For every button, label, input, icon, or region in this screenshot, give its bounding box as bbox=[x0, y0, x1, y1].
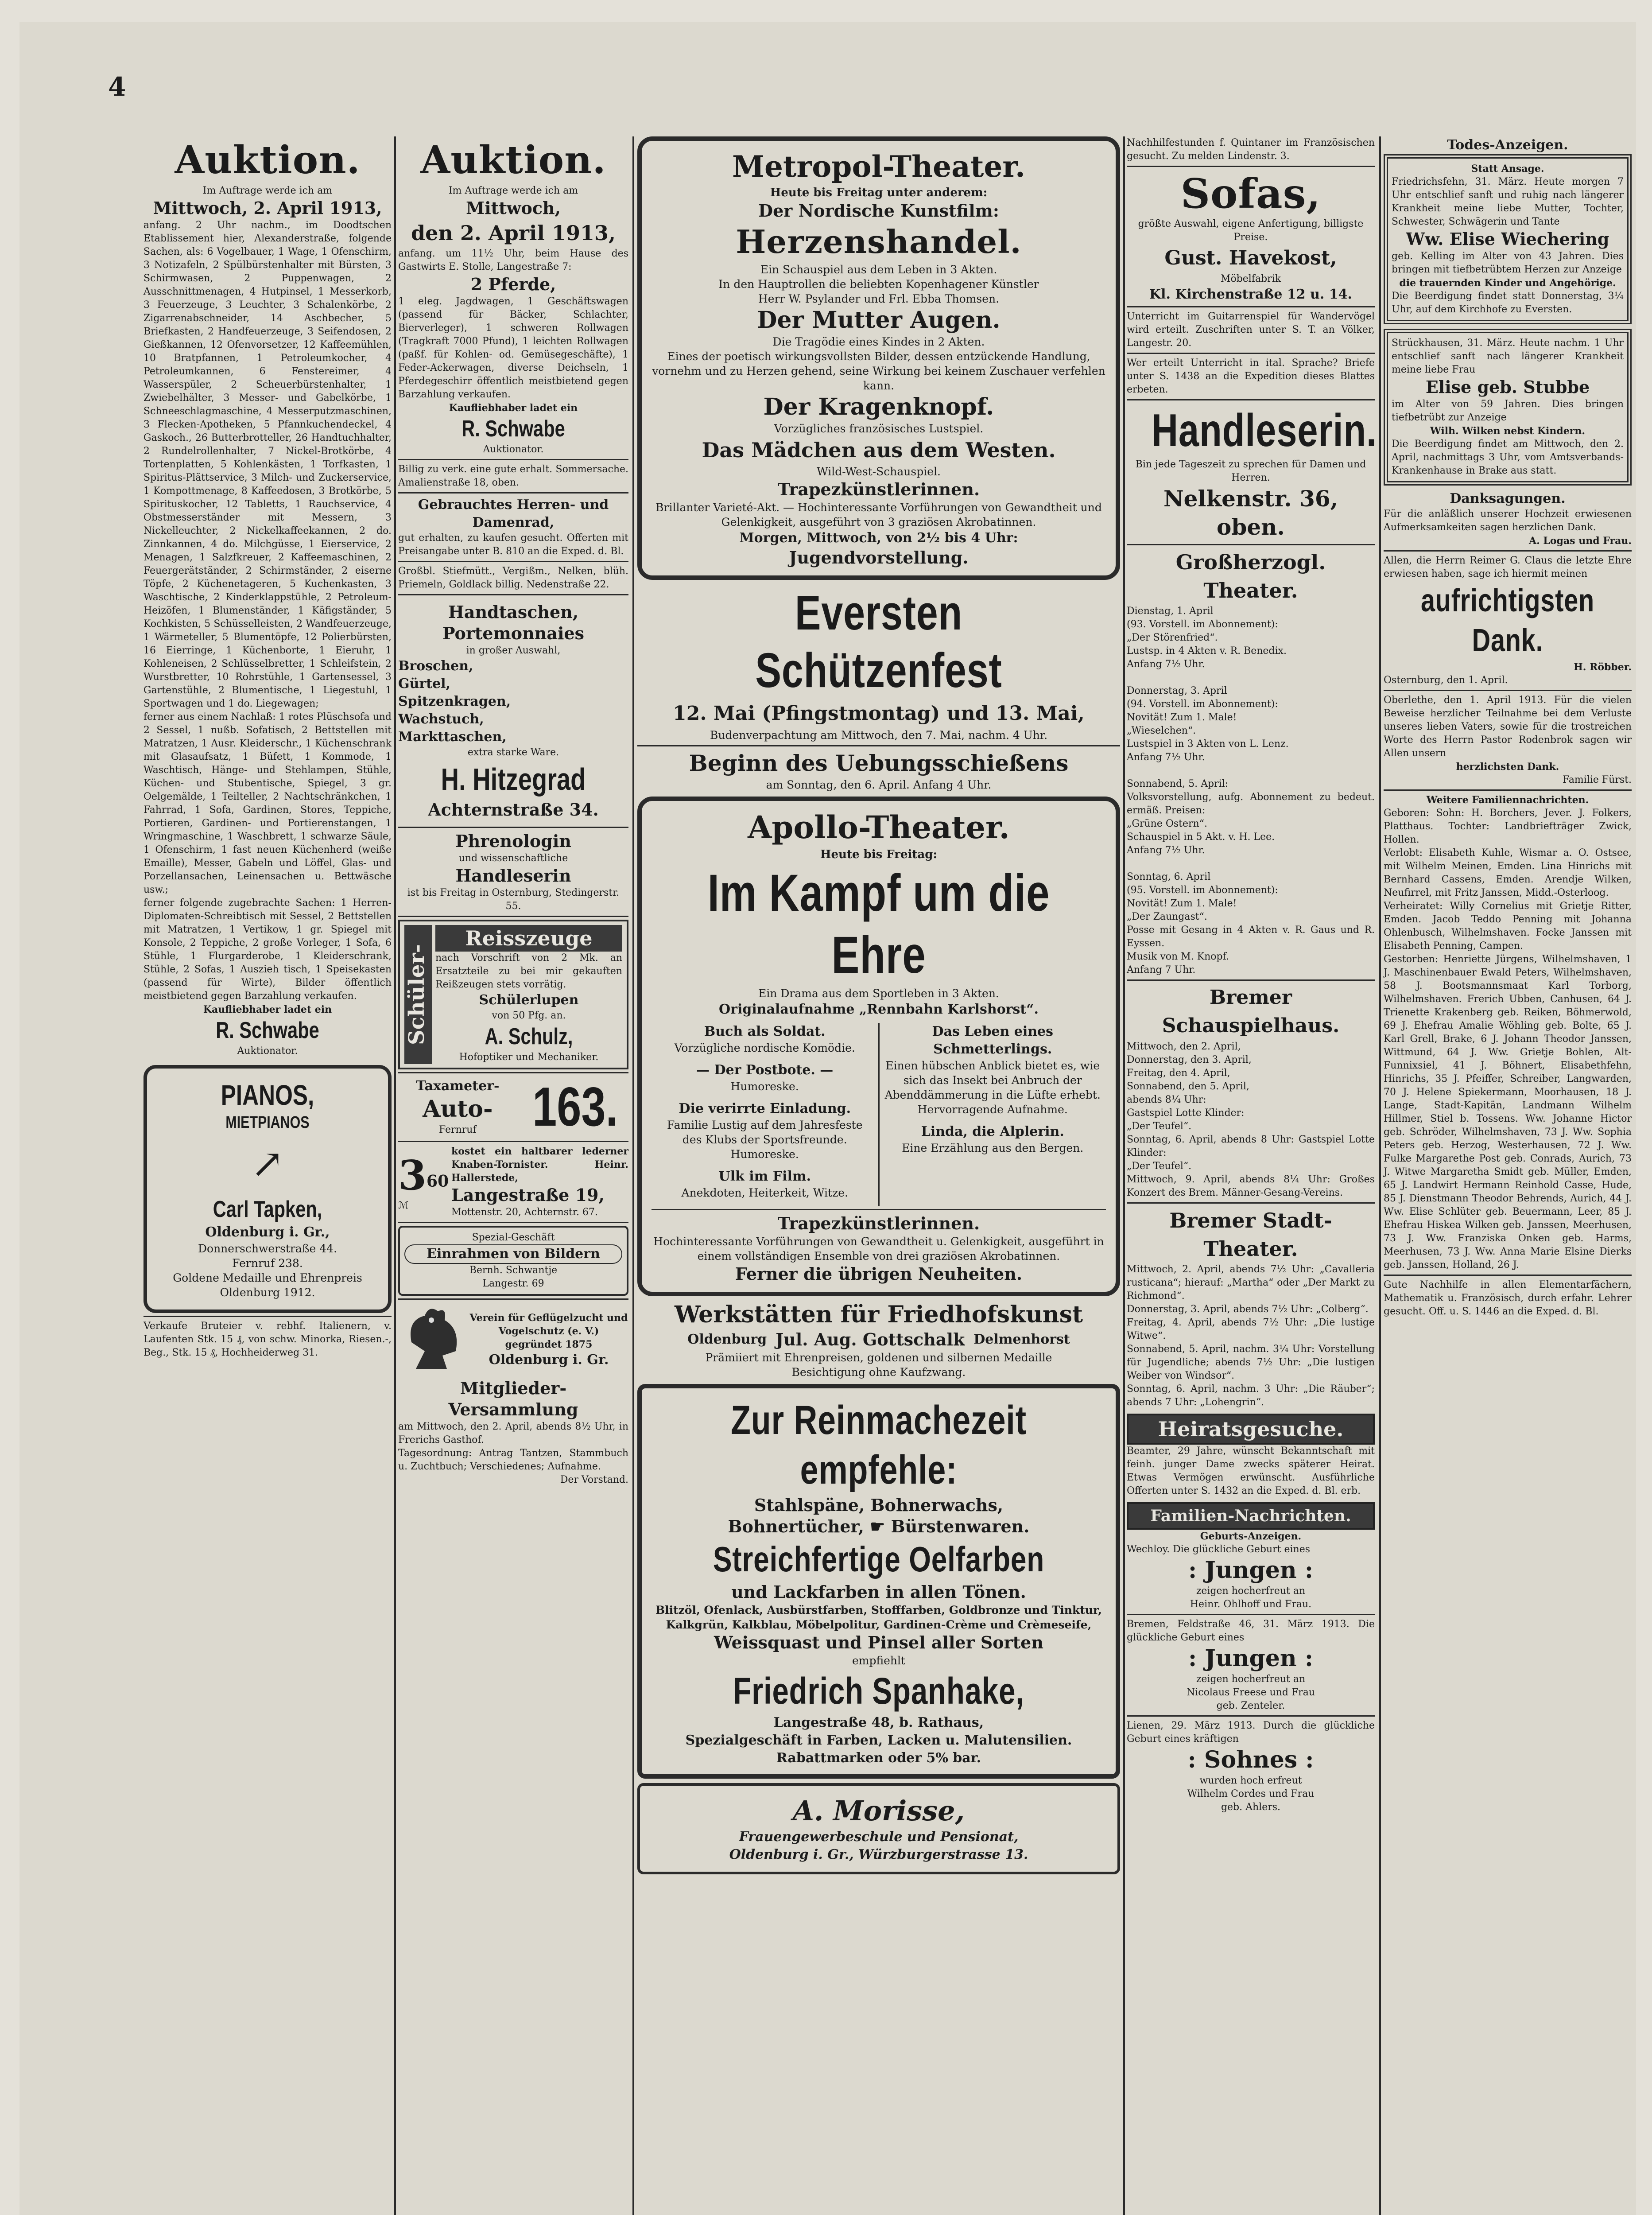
bremen-city-theater-ad bbox=[1127, 1206, 1375, 1409]
workshop-city-2: Delmenhorst bbox=[973, 1332, 1070, 1347]
cleaning-discount: Rabattmarken oder 5% bar. bbox=[776, 1750, 981, 1766]
thanks-body: Für die anläßlich unserer Hochzeit erwiesenen Aufmerksamkeiten sagen herzlichen Dank. bbox=[1384, 509, 1635, 533]
apollo-theater-ad bbox=[637, 797, 1120, 1296]
playhouse-program: Mittwoch, den 2. April, Donnerstag, den 3. April, Freitag, den 4. April, Sonnabend, den 5. April, abends 8¼ Uhr: Gastspiel Lotte Klinder: „Der Teufel“. Sonntag, 6. April, abends 8 Uhr: Gastspiel Lotte Klinder: „Der Teufel“. Mittwoch, 9. April, abends 8¼ Uhr: Großes Konzert des Brem. Männer-Gesang-Vereins. bbox=[1127, 1041, 1375, 1198]
apollo-short-desc: Anekdoten, Heiterkeit, Witze. bbox=[681, 1186, 848, 1199]
thanks-big: aufrichtigsten Dank. bbox=[1420, 583, 1595, 658]
metropol-film-title: Herzenshandel. bbox=[736, 223, 1022, 260]
bicycle-body: gut erhalten, zu kaufen gesucht. Offerten mit Preisangabe unter B. 810 an die Exped. d. Bl. bbox=[398, 532, 632, 557]
birth-notice-sig: wurden hoch erfreut Wilhelm Cordes und Frau geb. Ahlers. bbox=[1187, 1775, 1315, 1813]
birth-notice-big: : Jungen : bbox=[1188, 1557, 1314, 1584]
metropol-film-title: Der Mutter Augen. bbox=[757, 307, 1001, 334]
thanks-body: Oberlethe, den 1. April 1913. Für die vielen Beweise herzlicher Teilnahme bei dem Verluste unseres lieben Vaters, sowie für die trostreichen Worte des Herrn Pastor Rodenbrok sagen wir Allen unsern bbox=[1384, 695, 1635, 759]
death-notice-name: Ww. Elise Wiechering bbox=[1406, 229, 1609, 249]
cleaning-line: Bohnertücher, ☛ Bürstenwaren. bbox=[728, 1516, 1030, 1536]
festival-title: Eversten Schützenfest bbox=[755, 586, 1002, 698]
more-family-news-body: Geboren: Sohn: H. Borchers, Jever. J. Folkers, Platthaus. Tochter: Landbriefträger Zwick, Hollen. Verlobt: Elisabeth Kuhle, Wismar a. O. Ostsee, mit Wilhelm Meinen, Emden. Lina Hinrichs mit Bernhard Cassens, Emden. Arendje Wilken, Neufirrel, mit Fritz Janssen, Midd.-Osterloog. Verheiratet: Willy Cornelius mit Grietje Ritter, Emden. Jacob Teddo Penning mit Johanna Ohlenbusch, Wilhelmshaven. Focke Janssen mit Elisabeth Penning, Campen. Gestorben: Henriette Jürgens, Wilhelmshaven, 1 J. Maschinenbauer Ewald Peters, Wilhelmshaven, 58 J. Bootsmannsmaat Karl Torborg, Wilhelmshaven. Frerich Ubben, Canhusen, 64 J. Trienette Krakenberg geb. Reiken, Böhmerwold, 69 J. Ehefrau Amalie Wöhling geb. Bolte, 65 J. Karl Grell, Brake, 6 J. Johann Theodor Janssen, Wittmund, 64 J. Ww. Grietje Bohlen, Alt-Funnixsiel, 41 J. Böhnert, Elisabethfehn, Hinrichs, 35 J. Pfeiffer, Schreiber, Langwarden, 70 J. Helene Spiekermann, Moorhausen, 18 J. Lange, Stadt-Kapitän, Landmann Wilhelm Hillmer, Stiel b. Tossens. Ww. Johanne Hictor geb. Schröder, Wilhelmshaven, 73 J. Ww. Sophia Peters geb. Herzog, Westerhausen, 72 J. Ww. Fulke Margarethe Post geb. Conrads, Aurich, 73 J. Witwe Margaretha Smidt geb. Müller, Emden, 65 J. Landwirt Hermann Reinhold Casse, Hude, 85 J. Dienstmann Theodor Behrends, Aurich, 44 J. Ww. Elise Schlüter geb. Beuermann, Leer, 85 J. Ehefrau Hiskea Wilken geb. Janssen, Meerhusen, 73 J. Ww. Franziska Onken geb. Harms, Meerhusen, 73 J. Ww. Anna Marie Elsine Dierks geb. Janssen, Holland, 26 J. bbox=[1384, 808, 1632, 1271]
handbags-line: Portemonnaies bbox=[442, 623, 585, 643]
festival-dates: 12. Mai (Pfingstmontag) und 13. Mai, bbox=[673, 702, 1085, 725]
death-notice-body: geb. Kelling im Alter von 43 Jahren. Dies bringen mit tiefbetrübtem Herzen zur Anzeige bbox=[1392, 251, 1627, 275]
taxi-number: 163. bbox=[532, 1076, 618, 1138]
apollo-right-list bbox=[878, 1023, 1106, 1206]
cemetery-workshop-ad bbox=[637, 1301, 1120, 1380]
auction-closing: Kaufliebhaber ladet ein bbox=[449, 402, 578, 414]
auction-heading: Auktion. bbox=[175, 138, 361, 183]
arrow-icon: ↗ bbox=[251, 1141, 284, 1187]
school-name: A. Morisse, bbox=[792, 1795, 965, 1827]
poultry-club-ad bbox=[398, 1302, 632, 1378]
column-rule bbox=[632, 136, 634, 2215]
column-1 bbox=[143, 136, 395, 2215]
metropol-film-title: Trapezkünstlerinnen. bbox=[777, 479, 980, 499]
metropol-film-desc: Wild-West-Schauspiel. bbox=[817, 465, 941, 478]
metropol-film-desc: Die Tragödie eines Kindes in 2 Akten. Eines der poetisch wirkungsvollsten Bilder, dessen entzückende Handlung, vornehm und zu Herzen gehend, seine Wirkung bei keinem Zuschauer verfehlen kann. bbox=[652, 335, 1105, 392]
handbags-line: Wachstuch, bbox=[398, 711, 484, 727]
festival-sub: Budenverpachtung am Mittwoch, den 7. Mai, nachm. 4 Uhr. bbox=[710, 729, 1048, 742]
auction-closing: Kaufliebhaber ladet ein bbox=[203, 1004, 332, 1015]
palm-reader-title: Handleserin. bbox=[1152, 405, 1377, 456]
family-news-heading: Familien-Nachrichten. bbox=[1127, 1502, 1375, 1530]
birth-notice-text: Bremen, Feldstraße 46, 31. März 1913. Die glückliche Geburt eines bbox=[1127, 1619, 1378, 1643]
satchel-price: 3 bbox=[398, 1151, 427, 1199]
apollo-short-title: Linda, die Alplerin. bbox=[921, 1124, 1064, 1139]
apollo-today: Heute bis Freitag: bbox=[820, 848, 938, 861]
apollo-short-title: Die verirrte Einladung. bbox=[679, 1101, 851, 1116]
metropol-title: Metropol-Theater. bbox=[732, 149, 1026, 184]
workshop-owner: Jul. Aug. Gottschalk bbox=[776, 1329, 965, 1349]
phreno-line: Handleserin bbox=[455, 866, 571, 886]
workshop-city: Oldenburg bbox=[687, 1332, 767, 1347]
newspaper-page bbox=[19, 22, 1636, 2215]
metropol-theater-ad bbox=[637, 136, 1120, 580]
pianos-year: Oldenburg 1912. bbox=[220, 1286, 315, 1299]
column-rule bbox=[1379, 136, 1381, 2215]
apollo-title: Apollo-Theater. bbox=[748, 809, 1010, 846]
pianos-medal: Goldene Medaille und Ehrenpreis bbox=[173, 1271, 362, 1284]
metropol-film-title: Das Mädchen aus dem Westen. bbox=[702, 438, 1056, 462]
birth-notices-heading: Geburts-Anzeigen. bbox=[1200, 1531, 1302, 1542]
apollo-short-desc: Einen hübschen Anblick bietet es, wie sich das Insekt bei Anbruch der Abenddämmerung in die Lüfte erhebt. Hervorragende Aufnahme. bbox=[884, 1059, 1104, 1116]
auctioneer-role: Auktionator. bbox=[237, 1045, 298, 1057]
lupen-price: von 50 Pfg. an. bbox=[492, 1010, 566, 1021]
drawing-sets-company: A. Schulz, bbox=[485, 1024, 573, 1049]
phreno-line: ist bis Freitag in Osternburg, Stedingerstr. 55. bbox=[407, 887, 623, 912]
pianos-city: Oldenburg i. Gr., bbox=[205, 1224, 330, 1240]
festival-shooting-date: am Sonntag, den 6. April. Anfang 4 Uhr. bbox=[766, 778, 992, 791]
italian-lessons-ad: Wer erteilt Unterricht in ital. Sprache? Briefe unter S. 1438 an die Expedition dieses Blattes erbeten. bbox=[1127, 358, 1378, 395]
palm-reader-address: Nelkenstr. 36, oben. bbox=[1163, 486, 1338, 540]
metropol-footer: Morgen, Mittwoch, von 2½ bis 4 Uhr: bbox=[739, 530, 1018, 546]
thanks-signature: H. Röbber. bbox=[1573, 661, 1632, 673]
cleaning-company: Friedrich Spanhake, bbox=[733, 1670, 1024, 1712]
handbags-line: in großer Auswahl, bbox=[466, 645, 561, 656]
eggs-ad: Verkaufe Bruteier v. rebhf. Italienern, v. Laufenten Stk. 15 ₰, von schw. Minorka, Riesen.-, Beg., Stk. 15 ₰, Hochheiderweg 31. bbox=[143, 1321, 395, 1358]
apollo-short-desc: Vorzügliche nordische Komödie. bbox=[674, 1041, 855, 1054]
metropol-today: Heute bis Freitag unter anderem: bbox=[770, 186, 988, 199]
birth-notice-text: Wechloy. Die glückliche Geburt eines bbox=[1127, 1544, 1311, 1555]
framing-title: Einrahmen von Bildern bbox=[404, 1244, 622, 1264]
sofas-address: Kl. Kirchenstraße 12 u. 14. bbox=[1149, 287, 1352, 302]
eversten-festival-ad bbox=[637, 584, 1120, 792]
drawing-sets-side: Schüler- bbox=[404, 925, 432, 1064]
lupen-title: Schülerlupen bbox=[479, 992, 579, 1008]
auction-date: den 2. April 1913, bbox=[411, 221, 616, 245]
handbags-line: Gürtel, bbox=[398, 676, 451, 692]
workshop-awards: Prämiiert mit Ehrenpreisen, goldenen und silbernen Medaille bbox=[705, 1351, 1052, 1364]
sofas-title: Sofas, bbox=[1180, 170, 1321, 218]
auction-ad-1 bbox=[143, 136, 395, 1058]
thanks-heading: Danksagungen. bbox=[1450, 491, 1566, 506]
more-family-news-heading: Weitere Familiennachrichten. bbox=[1426, 794, 1589, 806]
school-type: Frauengewerbeschule und Pensionat, bbox=[739, 1829, 1019, 1845]
taxi-line: Auto- bbox=[423, 1096, 493, 1123]
palm-reader-body: Bin jede Tageszeit zu sprechen für Damen und Herren. bbox=[1135, 459, 1369, 483]
marriage-ad: Beamter, 29 Jahre, wünscht Bekanntschaft mit feinh. junger Dame zwecks späterer Heirat. Etwas Vermögen erwünscht. Ausführliche Offerten unter S. 1432 an die Exped. d. Bl. erb. bbox=[1127, 1446, 1378, 1496]
pianos-title: PIANOS, bbox=[221, 1079, 314, 1111]
playhouse-title: Bremer Schauspielhaus. bbox=[1162, 986, 1340, 1037]
apollo-trapez-desc: Hochinteressante Vorführungen von Gewandtheit u. Gelenkigkeit, ausgeführt in einem vollständigen Ensemble von drei graziösen Akrobatinnen. bbox=[653, 1235, 1108, 1263]
sofas-body: größte Auswahl, eigene Anfertigung, billigste Preise. bbox=[1138, 218, 1367, 243]
cleaning-line: Stahlspäne, Bohnerwachs, bbox=[754, 1495, 1004, 1515]
death-notices-heading: Todes-Anzeigen. bbox=[1447, 137, 1568, 153]
framing-tag: Spezial-Geschäft bbox=[472, 1232, 555, 1243]
handbags-line: Markttaschen, bbox=[398, 729, 507, 745]
auctioneer-role: Auktionator. bbox=[483, 444, 544, 455]
auction-date: Mittwoch, 2. April 1913, bbox=[153, 198, 382, 218]
death-notice-signature: die trauernden Kinder und Angehörige. bbox=[1399, 277, 1616, 289]
pianos-ad bbox=[143, 1065, 392, 1313]
apollo-footer: Ferner die übrigen Neuheiten. bbox=[735, 1264, 1023, 1284]
birth-notice-sig: zeigen hocherfreut an Heinr. Ohlhoff und Frau. bbox=[1190, 1585, 1312, 1610]
members-meeting-signature: Der Vorstand. bbox=[560, 1474, 628, 1485]
metropol-film-title: Der Kragenknopf. bbox=[763, 393, 994, 420]
death-notice-body: Strückhausen, 31. März. Heute nachm. 1 Uhr entschlief sanft nach längerer Krankheit meine liebe Frau bbox=[1392, 338, 1627, 375]
school-address: Oldenburg i. Gr., Würzburgerstrasse 13. bbox=[729, 1847, 1028, 1862]
death-notice-1 bbox=[1384, 154, 1632, 324]
satchel-address-2: Mottenstr. 20, Achternstr. 67. bbox=[451, 1207, 598, 1218]
satchel-cents: 60 bbox=[427, 1172, 449, 1191]
flowers-ad: Großbl. Stiefmütt., Vergißm., Nelken, blüh. Priemeln, Goldlack billig. Nedenstraße 22. bbox=[398, 566, 632, 590]
auction-items-extra: ferner folgende zugebrachte Sachen: 1 Herren-Diplomaten-Schreibtisch mit Sessel, 2 Bettstellen mit Matratzen, 1 Vertikow, 1 gr. Spiegel mit Konsole, 2 Teppiche, 2 große Vorleger, 1 Sofa, 6 Stühle, 1 Flurgarderobe, 1 Kleiderschrank, Stühle, 2 Sofas, 1 Auszieh tisch, 1 Speisekasten (passend für Wirte), Bilder öffentlich meistbietend gegen Barzahlung verkaufen. bbox=[143, 898, 395, 1002]
handbags-line: extra starke Ware. bbox=[467, 747, 559, 758]
bremen-playhouse-ad bbox=[1127, 983, 1375, 1200]
drawing-sets-ad bbox=[398, 920, 628, 1069]
thanks-signature: A. Logas und Frau. bbox=[1529, 535, 1632, 547]
thanks-body: Allen, die Herrn Reimer G. Claus die letzte Ehre erwiesen haben, sage ich hiermit meinen bbox=[1384, 555, 1635, 579]
court-theater-ad bbox=[1127, 548, 1375, 977]
bicycle-heading: Gebrauchtes Herren- und Damenrad, bbox=[418, 497, 609, 530]
birth-notice-text: Lienen, 29. März 1913. Durch die glückliche Geburt eines kräftigen bbox=[1127, 1720, 1378, 1745]
death-notice-burial: Die Beerdigung findet am Mittwoch, den 2. April, nachmittags 3 Uhr, vom Amtsverbands-Krankenhause in Brake aus statt. bbox=[1392, 439, 1627, 476]
death-notice-burial: Die Beerdigung findet statt Donnerstag, 3¼ Uhr, auf dem Kirchhofe zu Eversten. bbox=[1392, 291, 1627, 315]
cleaning-line: empfiehlt bbox=[852, 1654, 906, 1667]
theater-title: Großherzogl. Theater. bbox=[1175, 550, 1326, 602]
auction-intro: Im Auftrage werde ich am bbox=[202, 185, 333, 196]
column-5 bbox=[1384, 136, 1635, 2215]
apollo-trapez-title: Trapezkünstlerinnen. bbox=[777, 1213, 980, 1233]
death-notice-signature: Wilh. Wilken nebst Kindern. bbox=[1430, 425, 1585, 437]
city-theater-title: Bremer Stadt-Theater. bbox=[1169, 1209, 1332, 1261]
sofas-ad bbox=[1127, 170, 1375, 303]
pianos-company: Carl Tapken, bbox=[213, 1197, 322, 1222]
auction-date-day: Mittwoch, bbox=[466, 198, 561, 218]
handbags-address: Achternstraße 34. bbox=[428, 800, 599, 820]
phrenologist-ad bbox=[398, 831, 628, 913]
framing-ad bbox=[398, 1226, 628, 1296]
auction-ad-2 bbox=[398, 136, 632, 456]
auction-location: anfang. um 11½ Uhr, beim Hause des Gastwirts E. Stolle, Langestraße 7: bbox=[398, 248, 632, 272]
poultry-club-city: Oldenburg i. Gr. bbox=[489, 1352, 609, 1368]
city-theater-program: Mittwoch, 2. April, abends 7½ Uhr: „Cavalleria rusticana“; hierauf: „Martha“ oder „Der Markt zu Richmond“. Donnerstag, 3. April, abends 7½ Uhr: „Colberg“. Freitag, 4. April, abends 7½ Uhr: „Die lustige Witwe“. Sonnabend, 5. April, nachm. 3¼ Uhr: Vorstellung für Jugendliche; abends 7½ Uhr: „Die lustigen Weiber von Windsor“. Sonntag, 6. April, nachm. 3 Uhr: „Die Räuber“; abends 7 Uhr: „Lohengrin“. bbox=[1127, 1264, 1375, 1408]
apollo-short-title: Ulk im Film. bbox=[718, 1169, 811, 1184]
thanks-family: Familie Fürst. bbox=[1563, 774, 1632, 785]
satchel-currency: ℳ bbox=[398, 1200, 409, 1211]
thanks-place: Osternburg, den 1. April. bbox=[1384, 675, 1508, 686]
workshop-visit: Besichtigung ohne Kaufzwang. bbox=[791, 1366, 966, 1379]
cleaning-season-ad bbox=[637, 1384, 1120, 1779]
framing-name: Bernh. Schwantje bbox=[469, 1265, 558, 1276]
death-notice-body: im Alter von 59 Jahren. Dies bringen tiefbetrübt zur Anzeige bbox=[1392, 399, 1627, 423]
apollo-short-title: — Der Postbote. — bbox=[696, 1062, 834, 1078]
auctioneer-name: R. Schwabe bbox=[461, 416, 565, 442]
auctioneer-name: R. Schwabe bbox=[216, 1018, 319, 1043]
auction-items: anfang. 2 Uhr nachm., im Doodtschen Etablissement hier, Alexanderstraße, folgende Sachen, als: 6 Vogelbauer, 1 Wage, 1 Ofenschirm, 3 Notizafeln, 2 Spülbürstenhalter mit Bürsten, 3 Schirmwasen, 2 Puppenwagen, 2 Ausschnittmenagen, 4 Hutpinsel, 1 Messerkorb, 3 Feuerzeuge, 3 Leuchter, 3 Schalenkörbe, 2 Zigarrenabschneider, 14 Aschbecher, 5 Briefkasten, 2 Handfeuerzeuge, 3 Seifendosen, 2 Gießkannen, 12 Ofenvorsetzer, 12 Kaffeemühlen, 10 Bratpfannen, 1 Petroleumkocher, 4 Petroleumkannen, 6 Fenstereimer, 4 Wasserspüler, 2 Scheuerbürstenhalter, 1 Zwiebelhälter, 3 Messer- und Gabelkörbe, 1 Schneeschlagmaschine, 4 Messerputzmaschinen, 3 Flecken-Apotheken, 5 Pfannkuchendeckel, 4 Gaskoch., 26 Butterbrotteller, 26 Handtuchhalter, 2 Rundelrollenhalter, 7 Nickel-Brotkörbe, 4 Tortenplatten, 5 Kohlenkästen, 1 Torfkasten, 1 Spiritus-Plättservice, 3 Milch- und Zuckerservice, 1 Kompottmenage, 8 Kaffeedosen, 3 Brotkörbe, 5 Spirituskocher, 12 Tabletts, 1 Rauchservice, 4 Obstmesserständer mit Messern, 3 Nickelleuchter, 2 Nickelkaffeekannen, 2 do. Zinnkannen, 4 do. Milchgüsse, 1 Eierservice, 2 Menagen, 1 Salzfkreuer, 2 Kaffeemaschinen, 2 Feuergerätständer, 2 Schirmständer, 2 eiserne Töpfe, 2 Küchenetageren, 5 Kuchenkasten, 3 Waschtische, 2 Kinderklappstühle, 2 Petroleum-Heizöfen, 1 Blumenständer, 1 Käfigständer, 5 Kochkisten, 5 Schüsselleisten, 2 Wandfeuerzeuge, 1 Wärmeteller, 5 Blumentöpfe, 12 Polierbürsten, 16 Eierringe, 1 Küchenborte, 1 Eieruhr, 1 Kohleneisen, 2 Schlüsselbretter, 1 Schleifstein, 2 Wurstbretter, 10 Rohrstühle, 1 Gartensessel, 3 Gartenstühle, 2 Blumentische, 1 Liegestuhl, 1 Sportwagen und 1 do. Liegewagen; bbox=[143, 220, 395, 709]
thanks-signature: herzlichsten Dank. bbox=[1456, 761, 1559, 773]
column-rule bbox=[1123, 136, 1125, 2215]
birth-notice-sig: zeigen hocherfreut an Nicolaus Freese und Frau geb. Zenteler. bbox=[1186, 1674, 1315, 1711]
pianos-subtitle: MIETPIANOS bbox=[225, 1113, 310, 1132]
death-notice-head: Statt Ansage. bbox=[1471, 163, 1544, 175]
tutoring-ad: Nachhilfestunden f. Quintaner im Französischen gesucht. Zu melden Lindenstr. 3. bbox=[1127, 137, 1378, 162]
cleaning-line: und Lackfarben in allen Tönen. bbox=[731, 1582, 1026, 1602]
cleaning-title: Zur Reinmachezeit empfehle: bbox=[731, 1398, 1027, 1492]
taxi-line: Taxameter- bbox=[416, 1078, 500, 1094]
metropol-film-desc: Brillanter Varieté-Akt. — Hochinteressante Vorführungen von Gewandtheit und Gelenkigkeit, ausgeführt von 3 graziösen Akrobatinnen. bbox=[655, 501, 1105, 528]
handbags-company: H. Hitzegrad bbox=[441, 762, 586, 797]
taxi-line: Fernruf bbox=[439, 1124, 477, 1135]
palm-reader-ad bbox=[1127, 403, 1375, 541]
cleaning-line: Weissquast und Pinsel aller Sorten bbox=[714, 1632, 1043, 1652]
sofas-sub: Möbelfabrik bbox=[1220, 273, 1281, 284]
apollo-short-desc: Humoreske. bbox=[730, 1080, 799, 1093]
birth-notice-big: : Sohnes : bbox=[1187, 1746, 1314, 1773]
sofas-company: Gust. Havekost, bbox=[1164, 247, 1337, 269]
members-meeting-heading: Mitglieder-Versammlung bbox=[448, 1378, 578, 1419]
auction-horses: 2 Pferde, bbox=[470, 274, 556, 294]
workshop-title: Werkstätten für Friedhofskunst bbox=[674, 1301, 1083, 1328]
taxi-ad bbox=[398, 1076, 628, 1138]
satchel-body: kostet ein haltbarer lederner Knaben-Tornister. Heinr. Hallerstede, bbox=[451, 1146, 632, 1184]
death-notice-name: Elise geb. Stubbe bbox=[1425, 377, 1590, 397]
classified-sommersache: Billig zu verk. eine gute erhalt. Sommersache. Amalienstraße 18, oben. bbox=[398, 464, 632, 488]
apollo-short-title: Buch als Soldat. bbox=[704, 1024, 826, 1039]
auction-items-estate: ferner aus einem Nachlaß: 1 rotes Plüschsofa und 2 Sessel, 1 nußb. Sofatisch, 2 Bettstellen mit Matratzen, 1 Ausr. Kleiderschr., 1 Küchenschrank mit Glasaufsatz, 1 Büfett, 1 Kommode, 1 Waschtisch, Hänge- und Stehlampen, Stühle, Küchen- und Stubentische, Spiegel, 3 gr. Oelgemälde, 1 Teilteller, 2 Nachtschränkchen, 1 Fahrrad, 1 Sofa, Gardinen, Stores, Teppiche, Portieren, Gardinen- und Portierenstangen, 1 Wringmaschine, 1 Waschbrett, 1 schwarze Säule, 1 Ofenschirm, 1 fast neuen Küchenherd (weiße Emaille), Messer, Gabeln und Löffel, Glas- und Porzellansachen, Leinensachen u. Bettwäsche usw.; bbox=[143, 711, 395, 895]
metropol-film-desc: Vorzügliches französisches Lustspiel. bbox=[774, 422, 984, 435]
morisse-school-ad bbox=[637, 1783, 1120, 1874]
column-3 bbox=[637, 136, 1120, 2215]
handbags-ad bbox=[398, 598, 628, 824]
handbags-line: Broschen, bbox=[398, 658, 473, 674]
drawing-sets-body: nach Vorschrift von 2 Mk. an Ersatzteile zu bei mir gekauften Reißzeugen stets vorrätig. bbox=[435, 952, 625, 990]
framing-address: Langestr. 69 bbox=[482, 1278, 544, 1289]
satchel-address: Langestraße 19, bbox=[451, 1185, 605, 1205]
theater-program: Dienstag, 1. April (93. Vorstell. im Abonnement): „Der Störenfried“. Lustsp. in 4 Akten v. R. Benedix. Anfang 7½ Uhr. Donnerstag, 3. April (94. Vorstell. im Abonnement): Novität! Zum 1. Male! „Wieselchen“. Lustspiel in 3 Akten von L. Lenz. Anfang 7½ Uhr. Sonnabend, 5. April: Volksvorstellung, aufg. Abonnement zu bedeut. ermäß. Preisen: „Grüne Ostern“. Schauspiel in 5 Akt. v. H. Lee. Anfang 7½ Uhr. Sonntag, 6. April (95. Vorstell. im Abonnement): Novität! Zum 1. Male! „Der Zaungast“. Posse mit Gesang in 4 Akten v. R. Gaus und R. Eyssen. Musik von M. Knopf. Anfang 7 Uhr. bbox=[1127, 606, 1375, 975]
phreno-line: und wissenschaftliche bbox=[458, 853, 568, 864]
birth-notice-big: : Jungen : bbox=[1188, 1645, 1314, 1672]
drawing-sets-title: Reisszeuge bbox=[435, 925, 622, 952]
handbags-line: Handtaschen, bbox=[448, 602, 579, 622]
apollo-film-title: Im Kampf um die Ehre bbox=[707, 864, 1050, 984]
metropol-footer-2: Jugendvorstellung. bbox=[789, 548, 969, 567]
apollo-short-desc: Familie Lustig auf dem Jahresfeste des Klubs der Sportsfreunde. Humoreske. bbox=[667, 1119, 866, 1161]
festival-shooting-start: Beginn des Uebungsschießens bbox=[689, 750, 1069, 776]
rooster-icon bbox=[398, 1302, 465, 1378]
marriage-heading: Heiratsgesuche. bbox=[1127, 1414, 1375, 1445]
metropol-kunstfilm: Der Nordische Kunstfilm: bbox=[758, 201, 999, 221]
cleaning-paints: Streichfertige Oelfarben bbox=[713, 1539, 1045, 1579]
cleaning-specialty: Spezialgeschäft in Farben, Lacken u. Malutensilien. bbox=[685, 1733, 1072, 1748]
death-notice-2 bbox=[1384, 329, 1632, 486]
death-notice-body: Friedrichsfehn, 31. März. Heute morgen 7 Uhr entschlief sanft und ruhig nach längerer Krankheit meine liebe Mutter, Tochter, Schwester, Schwägerin und Tante bbox=[1392, 176, 1627, 227]
metropol-film-desc: Ein Schauspiel aus dem Leben in 3 Akten. In den Hauptrollen die beliebten Kopenhagener Künstler Herr W. Psylander und Frl. Ebba Thomsen. bbox=[718, 263, 1039, 305]
apollo-short-title: Das Leben eines Schmetterlings. bbox=[932, 1024, 1054, 1057]
pianos-address: Donnerschwerstraße 44. bbox=[198, 1242, 337, 1255]
pianos-phone: Fernruf 238. bbox=[232, 1257, 303, 1270]
tutoring-ad-2: Gute Nachhilfe in allen Elementarfächern, Mathematik u. Französisch, durch erfahr. Lehrer gesucht. Off. u. S. 1446 an die Exped. d. Bl. bbox=[1384, 1279, 1635, 1317]
poultry-club-body: Verein für Geflügelzucht und Vogelschutz (e. V.) gegründet 1875 bbox=[469, 1312, 632, 1350]
members-meeting-agenda: Tagesordnung: Antrag Tantzen, Stammbuch u. Zuchtbuch; Verschiedenes; Aufnahme. bbox=[398, 1448, 632, 1472]
apollo-short-desc: Eine Erzählung aus den Bergen. bbox=[902, 1142, 1084, 1154]
column-4 bbox=[1127, 136, 1378, 2215]
column-2 bbox=[398, 136, 632, 2215]
phreno-line: Phrenologin bbox=[455, 831, 571, 851]
members-meeting-body: am Mittwoch, den 2. April, abends 8½ Uhr, in Frerichs Gasthof. bbox=[398, 1421, 632, 1446]
apollo-left-list bbox=[651, 1023, 878, 1206]
auction-intro: Im Auftrage werde ich am bbox=[448, 185, 578, 196]
apollo-original: Originalaufnahme „Rennbahn Karlshorst“. bbox=[719, 1002, 1039, 1017]
cleaning-address: Langestraße 48, b. Rathaus, bbox=[773, 1715, 984, 1730]
apollo-film-desc: Ein Drama aus dem Sportleben in 3 Akten. bbox=[758, 987, 999, 1000]
auction-heading: Auktion. bbox=[420, 138, 606, 183]
auction-items: 1 eleg. Jagdwagen, 1 Geschäftswagen (passend für Bäcker, Schlachter, Bierverleger), 1 schweren Rollwagen (Tragkraft 7000 Pfund), 1 leichten Rollwagen (paßf. für Kohlen- od. Gemüsegeschäfte), 1 Feder-Ackerwagen, diverse Deichseln, 1 Pferdegeschirr öffentlich meistbietend gegen Barzahlung verkaufen. bbox=[398, 296, 632, 400]
guitar-lessons-ad: Unterricht im Guitarrenspiel für Wandervögel wird erteilt. Zuschriften unter S. T. an Völker, Langestr. 20. bbox=[1127, 311, 1378, 349]
cleaning-products: Blitzöl, Ofenlack, Ausbürstfarben, Stofffarben, Goldbronze und Tinktur, Kalkgrün, Kalkblau, Möbelpolitur, Gardinen-Crème und Crèmeseife, bbox=[655, 1604, 1106, 1631]
handbags-line: Spitzenkragen, bbox=[398, 694, 511, 709]
drawing-sets-role: Hofoptiker und Mechaniker. bbox=[459, 1052, 599, 1063]
satchel-ad bbox=[398, 1145, 632, 1219]
page-number: 4 bbox=[108, 72, 126, 102]
